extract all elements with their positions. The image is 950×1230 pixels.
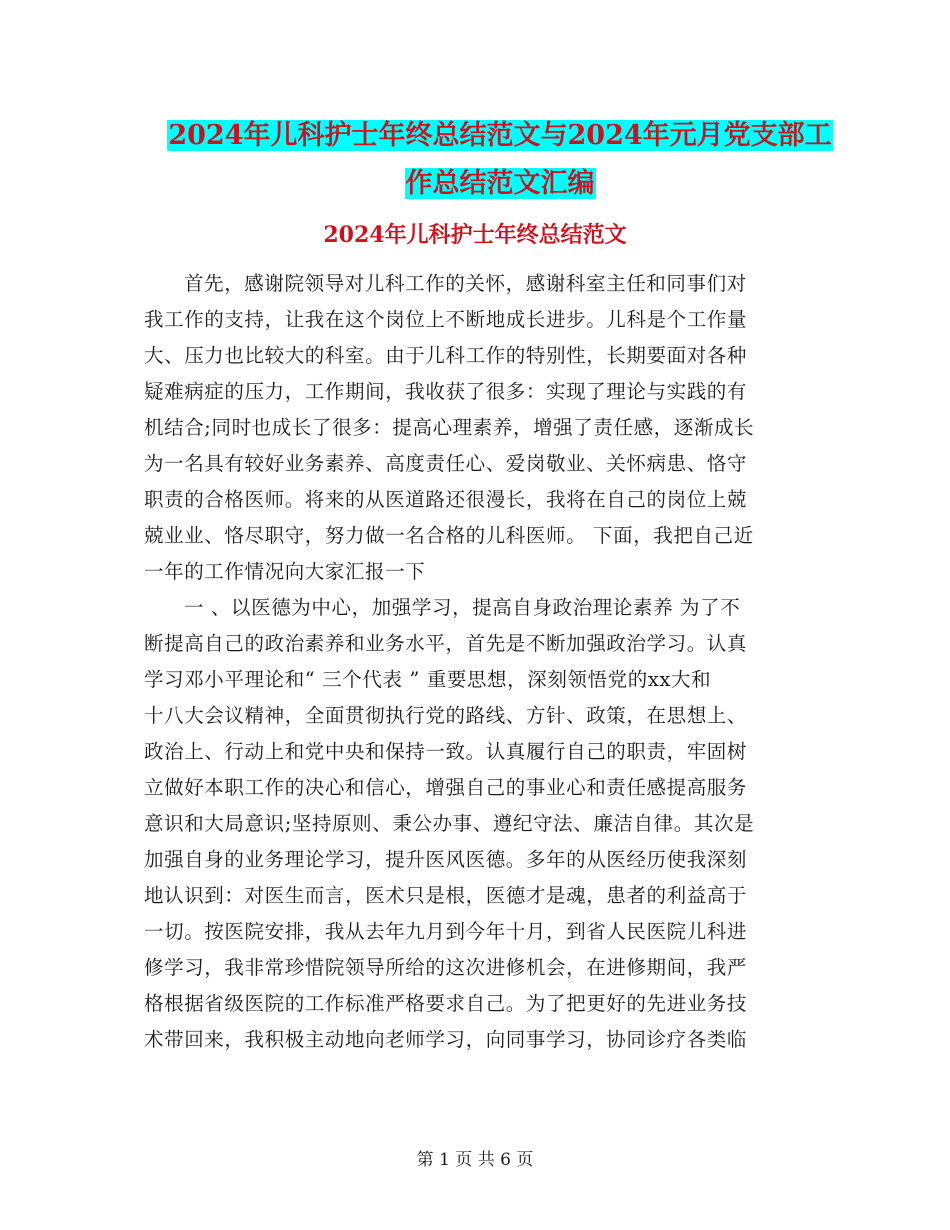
text-line: 格根据省级医院的工作标准严格要求自己。为了把更好的先进业务技 — [144, 992, 748, 1015]
text-line: 一年的工作情况向大家汇报一下 — [144, 560, 426, 583]
text-line: 学习邓小平理论和“ 三个代表 ” 重要思想，深刻领悟党的xx大和 — [144, 668, 712, 691]
text-line: 术带回来，我积极主动地向老师学习，向同事学习，协同诊疗各类临 — [144, 1028, 748, 1051]
text-line: 我工作的支持，让我在这个岗位上不断地成长进步。儿科是个工作量 — [144, 308, 748, 331]
text-line: 断提高自己的政治素养和业务水平，首先是不断加强政治学习。认真 — [144, 632, 748, 655]
document-title — [140, 112, 860, 208]
text-line: 意识和大局意识;坚持原则、秉公办事、遵纪守法、廉洁自律。其次是 — [144, 812, 755, 835]
text-line: 十八大会议精神，全面贯彻执行党的路线、方针、政策，在思想上、 — [144, 704, 748, 727]
section-title: 2024年儿科护士年终总结范文 — [323, 222, 627, 248]
text-line: 地认识到：对医生而言，医术只是根，医德才是魂，患者的利益高于 — [144, 884, 748, 907]
text-line: 职责的合格医师。将来的从医道路还很漫长，我将在自己的岗位上兢 — [144, 488, 748, 511]
page-footer: 第 1 页 共 6 页 — [416, 1150, 534, 1170]
text-line: 兢业业、恪尽职守，努力做一名合格的儿科医师。 下面，我把自己近 — [144, 524, 754, 547]
text-line: 为一名具有较好业务素养、高度责任心、爱岗敬业、关怀病患、恪守 — [144, 452, 748, 475]
text-line: 大、压力也比较大的科室。由于儿科工作的特别性，长期要面对各种 — [144, 344, 748, 367]
text-line: 修学习，我非常珍惜院领导所给的这次进修机会，在进修期间，我严 — [144, 956, 748, 979]
document-body — [144, 266, 808, 1058]
text-line: 加强自身的业务理论学习，提升医风医德。多年的从医经历使我深刻 — [144, 848, 748, 871]
title-line-1: 2024年儿科护士年终总结范文与2024年元月党支部工 — [168, 120, 832, 151]
text-line: 机结合;同时也成长了很多：提高心理素养，增强了责任感，逐渐成长 — [144, 416, 755, 439]
text-line: 立做好本职工作的决心和信心，增强自己的事业心和责任感提高服务 — [144, 776, 748, 799]
text-line: 疑难病症的压力，工作期间，我收获了很多：实现了理论与实践的有 — [144, 380, 748, 403]
text-line: 一切。按医院安排，我从去年九月到今年十月，到省人民医院儿科进 — [144, 920, 748, 943]
text-line: 首先，感谢院领导对儿科工作的关怀，感谢科室主任和同事们对 — [184, 272, 747, 295]
text-line: 一 、以医德为中心，加强学习，提高自身政治理论素养 为了不 — [184, 596, 741, 619]
text-line: 政治上、行动上和党中央和保持一致。认真履行自己的职责，牢固树 — [144, 740, 748, 763]
title-line-2: 作总结范文汇编 — [405, 168, 595, 199]
